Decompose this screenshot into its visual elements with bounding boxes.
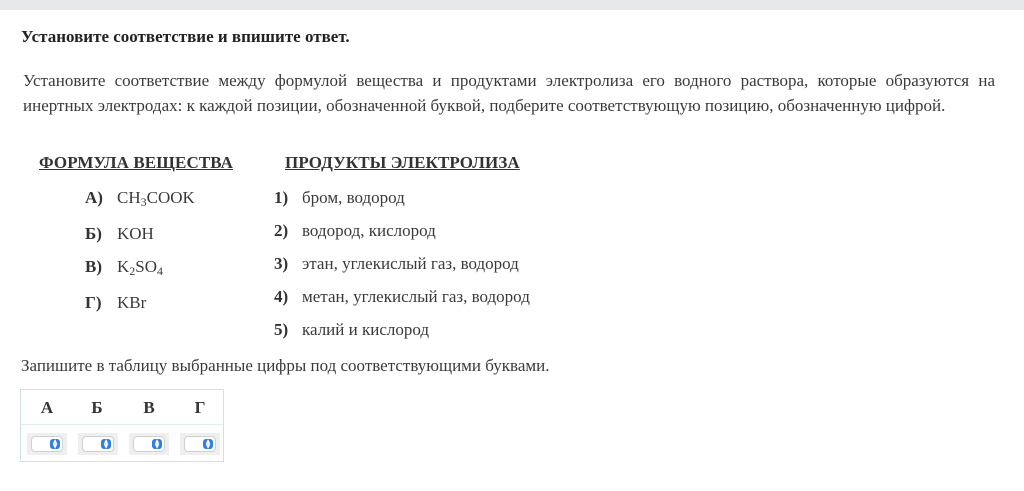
answer-cell-v xyxy=(129,433,169,455)
formula-key: Б) xyxy=(85,224,102,243)
product-text: метан, углекислый газ, водород xyxy=(302,287,530,306)
formula-text: $K_2SO_4$ xyxy=(117,257,164,278)
formula-text: KBr xyxy=(117,293,147,312)
answer-table xyxy=(20,389,224,462)
formula-key: Г) xyxy=(85,293,102,312)
select-updown-arrows-icon: ▲ ▼ xyxy=(101,439,111,449)
product-key: 5) xyxy=(274,320,289,339)
formula-item-v xyxy=(85,257,163,277)
product-key: 3) xyxy=(274,254,289,273)
answer-header-g: Г xyxy=(194,398,206,417)
product-text: водород, кислород xyxy=(302,221,436,240)
product-text: этан, углекислый газ, водород xyxy=(302,254,519,273)
answer-header-v: В xyxy=(143,398,155,417)
answer-header-b: Б xyxy=(91,398,103,417)
answer-cell-a xyxy=(27,433,67,455)
answer-header-a: А xyxy=(40,398,54,417)
select-updown-arrows-icon: ▲ ▼ xyxy=(203,439,213,449)
formula-column-header: ФОРМУЛА ВЕЩЕСТВА xyxy=(39,153,234,172)
answer-select-b[interactable] xyxy=(82,436,114,452)
answer-instruction: Запишите в таблицу выбранные цифры под соответствующими буквами. xyxy=(21,356,550,375)
answer-cell-b xyxy=(78,433,118,455)
task-prompt: Установите соответствие между формулой вещества и продуктами электролиза его водного раствора, которые образуются на инертных электродах: к каждой позиции, обозначенной буквой, подберите соответствующую позицию, обозначенную цифрой. xyxy=(23,71,995,115)
product-key: 1) xyxy=(274,188,289,207)
formula-key: В) xyxy=(85,257,102,276)
formula-key: А) xyxy=(85,188,103,207)
table-divider xyxy=(21,424,223,425)
product-key: 4) xyxy=(274,287,289,306)
answer-select-a[interactable] xyxy=(31,436,63,452)
product-item-1 xyxy=(274,188,405,208)
select-updown-arrows-icon: ▲ ▼ xyxy=(152,439,162,449)
product-text: бром, водород xyxy=(302,188,405,207)
select-updown-arrows-icon: ▲ ▼ xyxy=(50,439,60,449)
product-item-4 xyxy=(274,287,530,307)
formula-text: $CH_3COOK$ xyxy=(117,188,195,209)
task-title: Установите соответствие и впишите ответ. xyxy=(21,27,350,46)
answer-select-g[interactable] xyxy=(184,436,216,452)
products-column-header: ПРОДУКТЫ ЭЛЕКТРОЛИЗА xyxy=(285,153,520,172)
answer-cell-g xyxy=(180,433,220,455)
formula-item-g xyxy=(85,293,146,313)
product-item-2 xyxy=(274,221,436,241)
answer-select-v[interactable] xyxy=(133,436,165,452)
top-bar xyxy=(0,0,1024,10)
formula-item-b xyxy=(85,224,154,244)
product-item-3 xyxy=(274,254,519,274)
formula-item-a xyxy=(85,188,195,208)
product-item-5 xyxy=(274,320,429,340)
product-text: калий и кислород xyxy=(302,320,430,339)
product-key: 2) xyxy=(274,221,289,240)
formula-text: KOH xyxy=(117,224,154,243)
